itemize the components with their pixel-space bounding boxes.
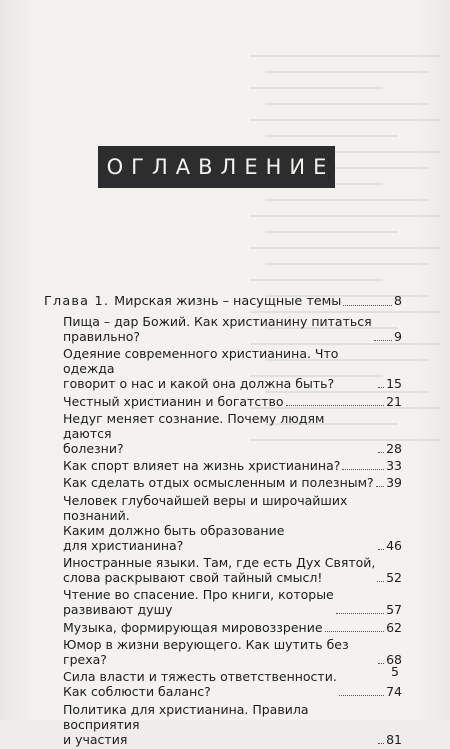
toc-entry-page: 46: [386, 537, 402, 553]
toc-entry-title: Чтение во спасение. Про книги, которые развивают душу: [63, 587, 334, 618]
toc-entry-title: Одеяние современного христианина. Что одежда говорит о нас и какой она должна быть?: [63, 346, 339, 392]
toc-entry-page: 68: [386, 651, 402, 667]
toc-entry-page: 62: [386, 619, 402, 635]
title-banner: [98, 146, 335, 188]
toc-entry: [44, 493, 402, 553]
toc-entry: [44, 587, 402, 617]
leader-dots: [378, 387, 384, 388]
toc-entry-page: 9: [394, 329, 402, 344]
toc-entry-page: 52: [386, 570, 402, 586]
toc-entry-page: 33: [386, 458, 402, 474]
toc-entry: [44, 669, 402, 699]
leader-dots: [376, 486, 384, 487]
leader-dots: [378, 452, 384, 453]
toc-entry-title: Как сделать отдых осмысленным и полезным?: [63, 475, 374, 491]
toc-entry-page: 39: [386, 475, 402, 491]
toc-entry: [44, 394, 402, 409]
toc-entry-title: Иностранные языки. Там, где есть Дух Святой, слова раскрывают свой тайный смысл!: [63, 555, 376, 586]
leader-dots: [343, 305, 391, 306]
leader-dots: [377, 581, 384, 582]
leader-dots: [378, 663, 384, 664]
toc-entry: [44, 314, 402, 344]
toc-entry-page: 21: [386, 393, 402, 409]
entry-list: [44, 314, 402, 747]
toc-entry-page: 57: [386, 602, 402, 618]
toc-entry: [44, 555, 402, 585]
toc-entry-page: 15: [386, 376, 402, 392]
toc-entry-title: Сила власти и тяжесть ответственности. Как соблюсти баланс?: [63, 669, 337, 700]
page-number: 5: [391, 664, 399, 679]
leader-dots: [378, 743, 384, 744]
toc-entry-title: Честный христианин и богатство: [63, 393, 284, 409]
chapter-title: Мирская жизнь – насущные темы: [114, 294, 342, 309]
leader-dots: [339, 695, 384, 696]
leader-dots: [374, 340, 392, 341]
toc-entry: [44, 458, 402, 473]
toc-entry: [44, 637, 402, 667]
toc-entry-title: Пища – дар Божий. Как христианину питаться правильно?: [63, 314, 372, 344]
toc-entry-title: Музыка, формирующая мировоззрение: [63, 619, 323, 635]
toc-entry: [44, 702, 402, 747]
table-of-contents: [44, 279, 402, 749]
page-title: ОГЛАВЛЕНИЕ: [106, 155, 335, 179]
chapter-label: Глава 1.: [44, 294, 110, 309]
toc-entry: [44, 620, 402, 635]
toc-entry-title: Как спорт влияет на жизнь христианина?: [63, 458, 341, 474]
toc-entry-page: 81: [386, 731, 402, 747]
toc-entry-title: Человек глубочайшей веры и широчайших познаний. Каким должно быть образование для христианина?: [63, 492, 348, 553]
leader-dots: [378, 549, 384, 550]
toc-entry-page: 74: [386, 684, 402, 700]
leader-dots: [325, 631, 385, 632]
toc-entry: [44, 411, 402, 456]
leader-dots: [286, 405, 385, 406]
toc-entry-title: Юмор в жизни верующего. Как шутить без греха?: [63, 636, 349, 667]
chapter-page: 8: [393, 294, 402, 309]
toc-entry: [44, 346, 402, 391]
toc-entry-page: 28: [386, 440, 402, 456]
toc-entry-title: Политика для христианина. Правила восприятия и участия: [63, 701, 309, 747]
leader-dots: [336, 613, 384, 614]
toc-entry-title: Недуг меняет сознание. Почему людям даются болезни?: [63, 410, 325, 456]
toc-entry: [44, 475, 402, 490]
chapter-entry: [44, 279, 402, 309]
leader-dots: [342, 469, 384, 470]
